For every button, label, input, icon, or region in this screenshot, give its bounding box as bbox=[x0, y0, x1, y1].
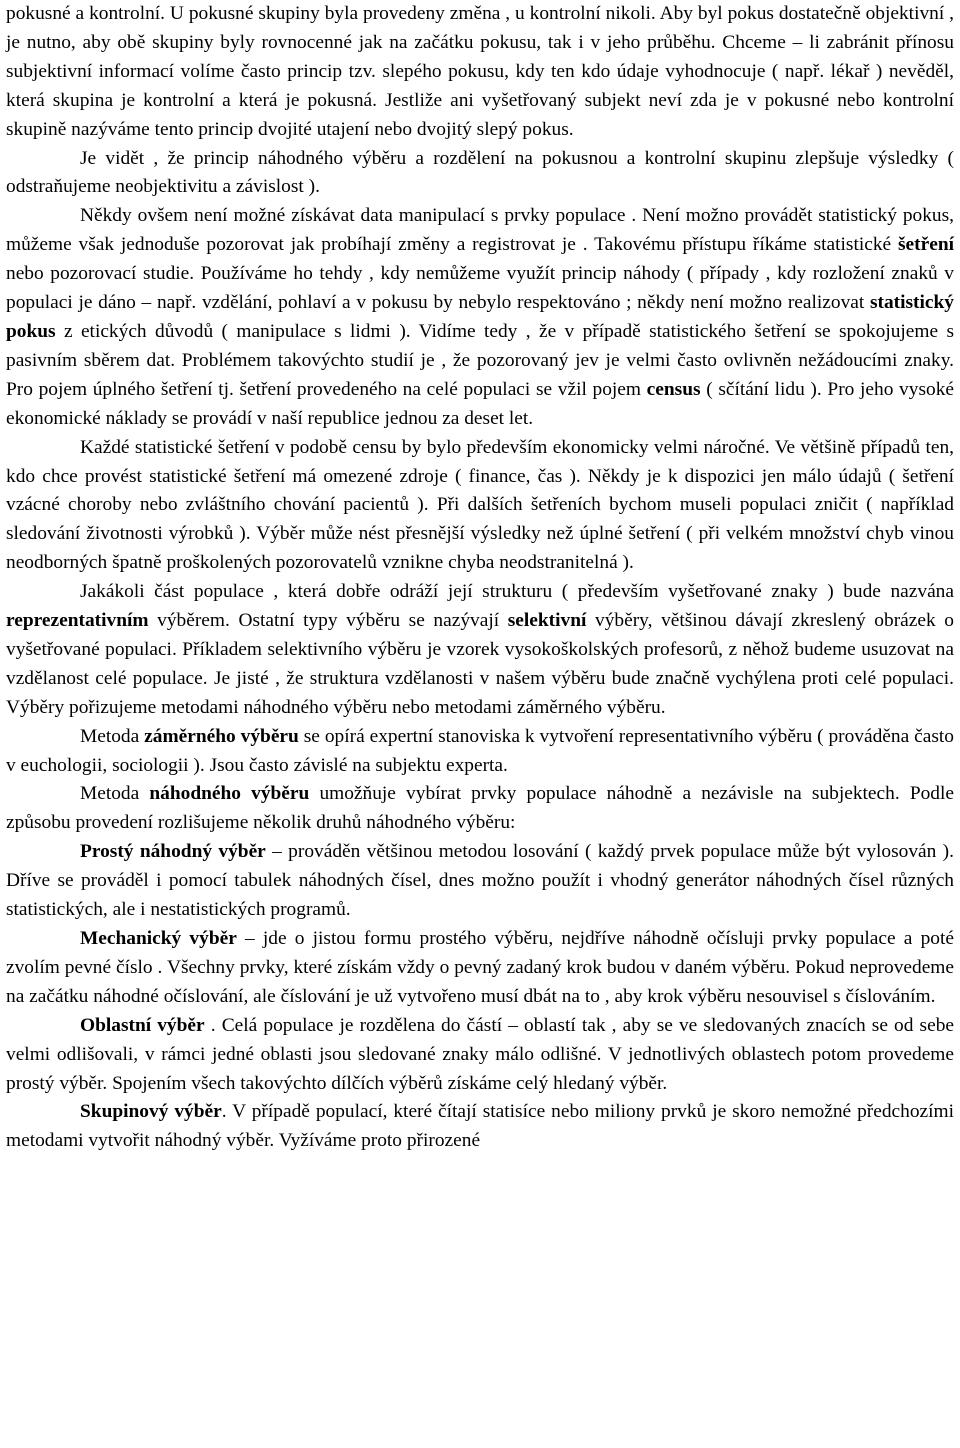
paragraph-pokusne-kontrolni bbox=[6, 0, 954, 145]
text-run: pokusné a kontrolní. U pokusné skupiny byla provedeny změna , u kontrolní nikoli. Aby byl pokus dostatečně objektivní , je nutno, aby obě skupiny byly rovnocenné jak na začátku pokusu, tak i v jeho průběhu. Chceme – li zabránit přínosu subjektivní informací volíme často princip tzv. slepého pokusu, kdy ten kdo údaje vyhodnocuje ( např. lékař ) nevěděl, která skupina je kontrolní a která je pokusná. Jestliže ani vyšetřovaný subjekt neví zda je v pokusné nebo kontrolní skupině nazýváme tento princip dvojité utajení nebo dvojitý slepý pokus. bbox=[6, 3, 954, 140]
text-run: Každé statistické šetření v podobě censu by bylo především ekonomicky velmi náročné. Ve většině případů ten, kdo chce provést statistické šetření má omezené zdroje ( finance, čas ). Někdy je k dispozici jen málo údajů ( šetření vzácné choroby nebo zvláštního chování pacientů ). Při dalších šetřeních bychom museli populaci zničit ( například sledování životnosti výrobků ). Výběr může nést přesnější výsledky než úplné šetření ( při velkém množství chyb vinou neodborných špatně proškolených pozorovatelů vznikne chyba neodstranitelná ). bbox=[6, 436, 954, 574]
text-run: výběrem. Ostatní typy výběru se nazývají bbox=[148, 610, 508, 632]
bold-term: Oblastní výběr bbox=[80, 1014, 205, 1036]
text-run: – jde o jistou formu prostého výběru, nejdříve náhodně očísluji prvky populace a poté zvolím pevné číslo . Všechny prvky, které získám vždy o pevný zadaný krok budou v daném výběru. Pokud neprovedeme na začátku náhodné očíslování, ale číslování je už vytvořeno musí dbát na to , aby krok výběru nesouvisel s číslováním. bbox=[6, 928, 954, 1007]
bold-term: náhodného výběru bbox=[149, 783, 310, 805]
paragraph-mechanicky-vyber bbox=[6, 925, 954, 1012]
paragraph-nahodny-vyber bbox=[6, 780, 954, 838]
paragraph-statisticke-setreni bbox=[6, 202, 954, 433]
bold-term: reprezentativním bbox=[6, 610, 149, 632]
text-run: Jakákoli část populace , která dobře odráží její strukturu ( především vyšetřované znaky ) bude nazvána bbox=[80, 581, 954, 603]
text-run: Metoda bbox=[80, 783, 150, 805]
text-run: nebo pozorovací studie. Používáme ho tehdy , kdy nemůžeme využít princip náhody ( případy , kdy rozložení znaků v populaci je dáno – např. vzdělání, pohlaví a v pokusu by nebylo respektováno ; někdy není možno realizovat bbox=[6, 263, 954, 314]
paragraph-reprezentativni-vyber bbox=[6, 578, 954, 723]
text-run: Někdy ovšem není možné získávat data manipulací s prvky populace . Není možno provádět statistický pokus, můžeme však jednoduše pozorovat jak probíhají změny a registrovat je . Takovému přístupu říkáme statistické bbox=[6, 205, 954, 256]
text-run: výběry, většinou dávají zkreslený obrázek o vyšetřované populaci. Příkladem selektivního výběru je vzorek vysokoškolských profesorů, z něhož budeme usuzovat na vzdělanost celé populace. Je jisté , že struktura vzdělanosti v našem výběru bude značně vychýlena proti celé populaci. Výběry pořizujeme metodami náhodného výběru nebo metodami záměrného výběru. bbox=[6, 610, 954, 718]
bold-term: statistický pokus bbox=[6, 292, 954, 342]
text-run: . Celá populace je rozdělena do částí – oblastí tak , aby se ve sledovaných znacích se od sebe velmi odlišovali, v rámci jedné oblasti jsou sledované znaky málo odlišné. V jednotlivých oblastech potom provedeme prostý výběr. Spojením všech takovýchto dílčích výběrů získáme celý hledaný výběr. bbox=[6, 1014, 954, 1094]
bold-term: záměrného výběru bbox=[144, 725, 299, 747]
bold-term: selektivní bbox=[507, 610, 587, 632]
text-run: umožňuje vybírat prvky populace náhodně a nezávisle na subjektech. Podle způsobu provedení rozlišujeme několik druhů náhodného výběru: bbox=[6, 783, 954, 834]
text-run: Metoda bbox=[80, 725, 145, 747]
text-run: ( sčítání lidu ). Pro jeho vysoké ekonomické náklady se provádí v naší republice jednou za deset let. bbox=[6, 378, 954, 429]
text-run: . V případě populací, které čítají statisíce nebo miliony prvků je skoro nemožné předchozími metodami vytvořit náhodný výběr. Vyžíváme proto přirozené bbox=[6, 1101, 954, 1152]
bold-term: Skupinový výběr bbox=[80, 1101, 222, 1123]
paragraph-skupinovy-vyber bbox=[6, 1098, 954, 1156]
bold-term: Mechanický výběr bbox=[80, 928, 237, 949]
text-run: se opírá expertní stanoviska k vytvoření representativního výběru ( prováděna často v euchologii, sociologii ). Jsou často závislé na subjektu experta. bbox=[6, 725, 954, 776]
paragraph-prosty-nahodny-vyber bbox=[6, 838, 954, 925]
paragraph-nahodny-vyber-zlepsuje bbox=[6, 145, 954, 203]
document-page bbox=[6, 0, 954, 1156]
bold-term: Prostý náhodný výběr bbox=[80, 841, 266, 863]
bold-term: šetření bbox=[898, 234, 954, 256]
text-run: – prováděn většinou metodou losování ( každý prvek populace může být vylosován ). Dříve se prováděl i pomocí tabulek náhodných čísel, dnes možno použít i vhodný generátor náhodných čísel různých statistických, ale i nestatistických programů. bbox=[6, 841, 954, 921]
text-run: Je vidět , že princip náhodného výběru a rozdělení na pokusnou a kontrolní skupinu zlepšuje výsledky ( odstraňujeme neobjektivitu a závislost ). bbox=[6, 147, 954, 198]
bold-term: census bbox=[646, 378, 701, 400]
text-run: z etických důvodů ( manipulace s lidmi ). Vidíme tedy , že v případě statistického šetření se spokojujeme s pasivním sběrem dat. Problémem takovýchto studií je , že pozorovaný jev je velmi často ovlivněn nežádoucími znaky. Pro pojem úplného šetření tj. šetření provedeného na celé populaci se vžil pojem bbox=[6, 320, 954, 400]
paragraph-oblastni-vyber bbox=[6, 1012, 954, 1099]
paragraph-zamerny-vyber bbox=[6, 723, 954, 781]
paragraph-naroky-setreni bbox=[6, 434, 954, 579]
